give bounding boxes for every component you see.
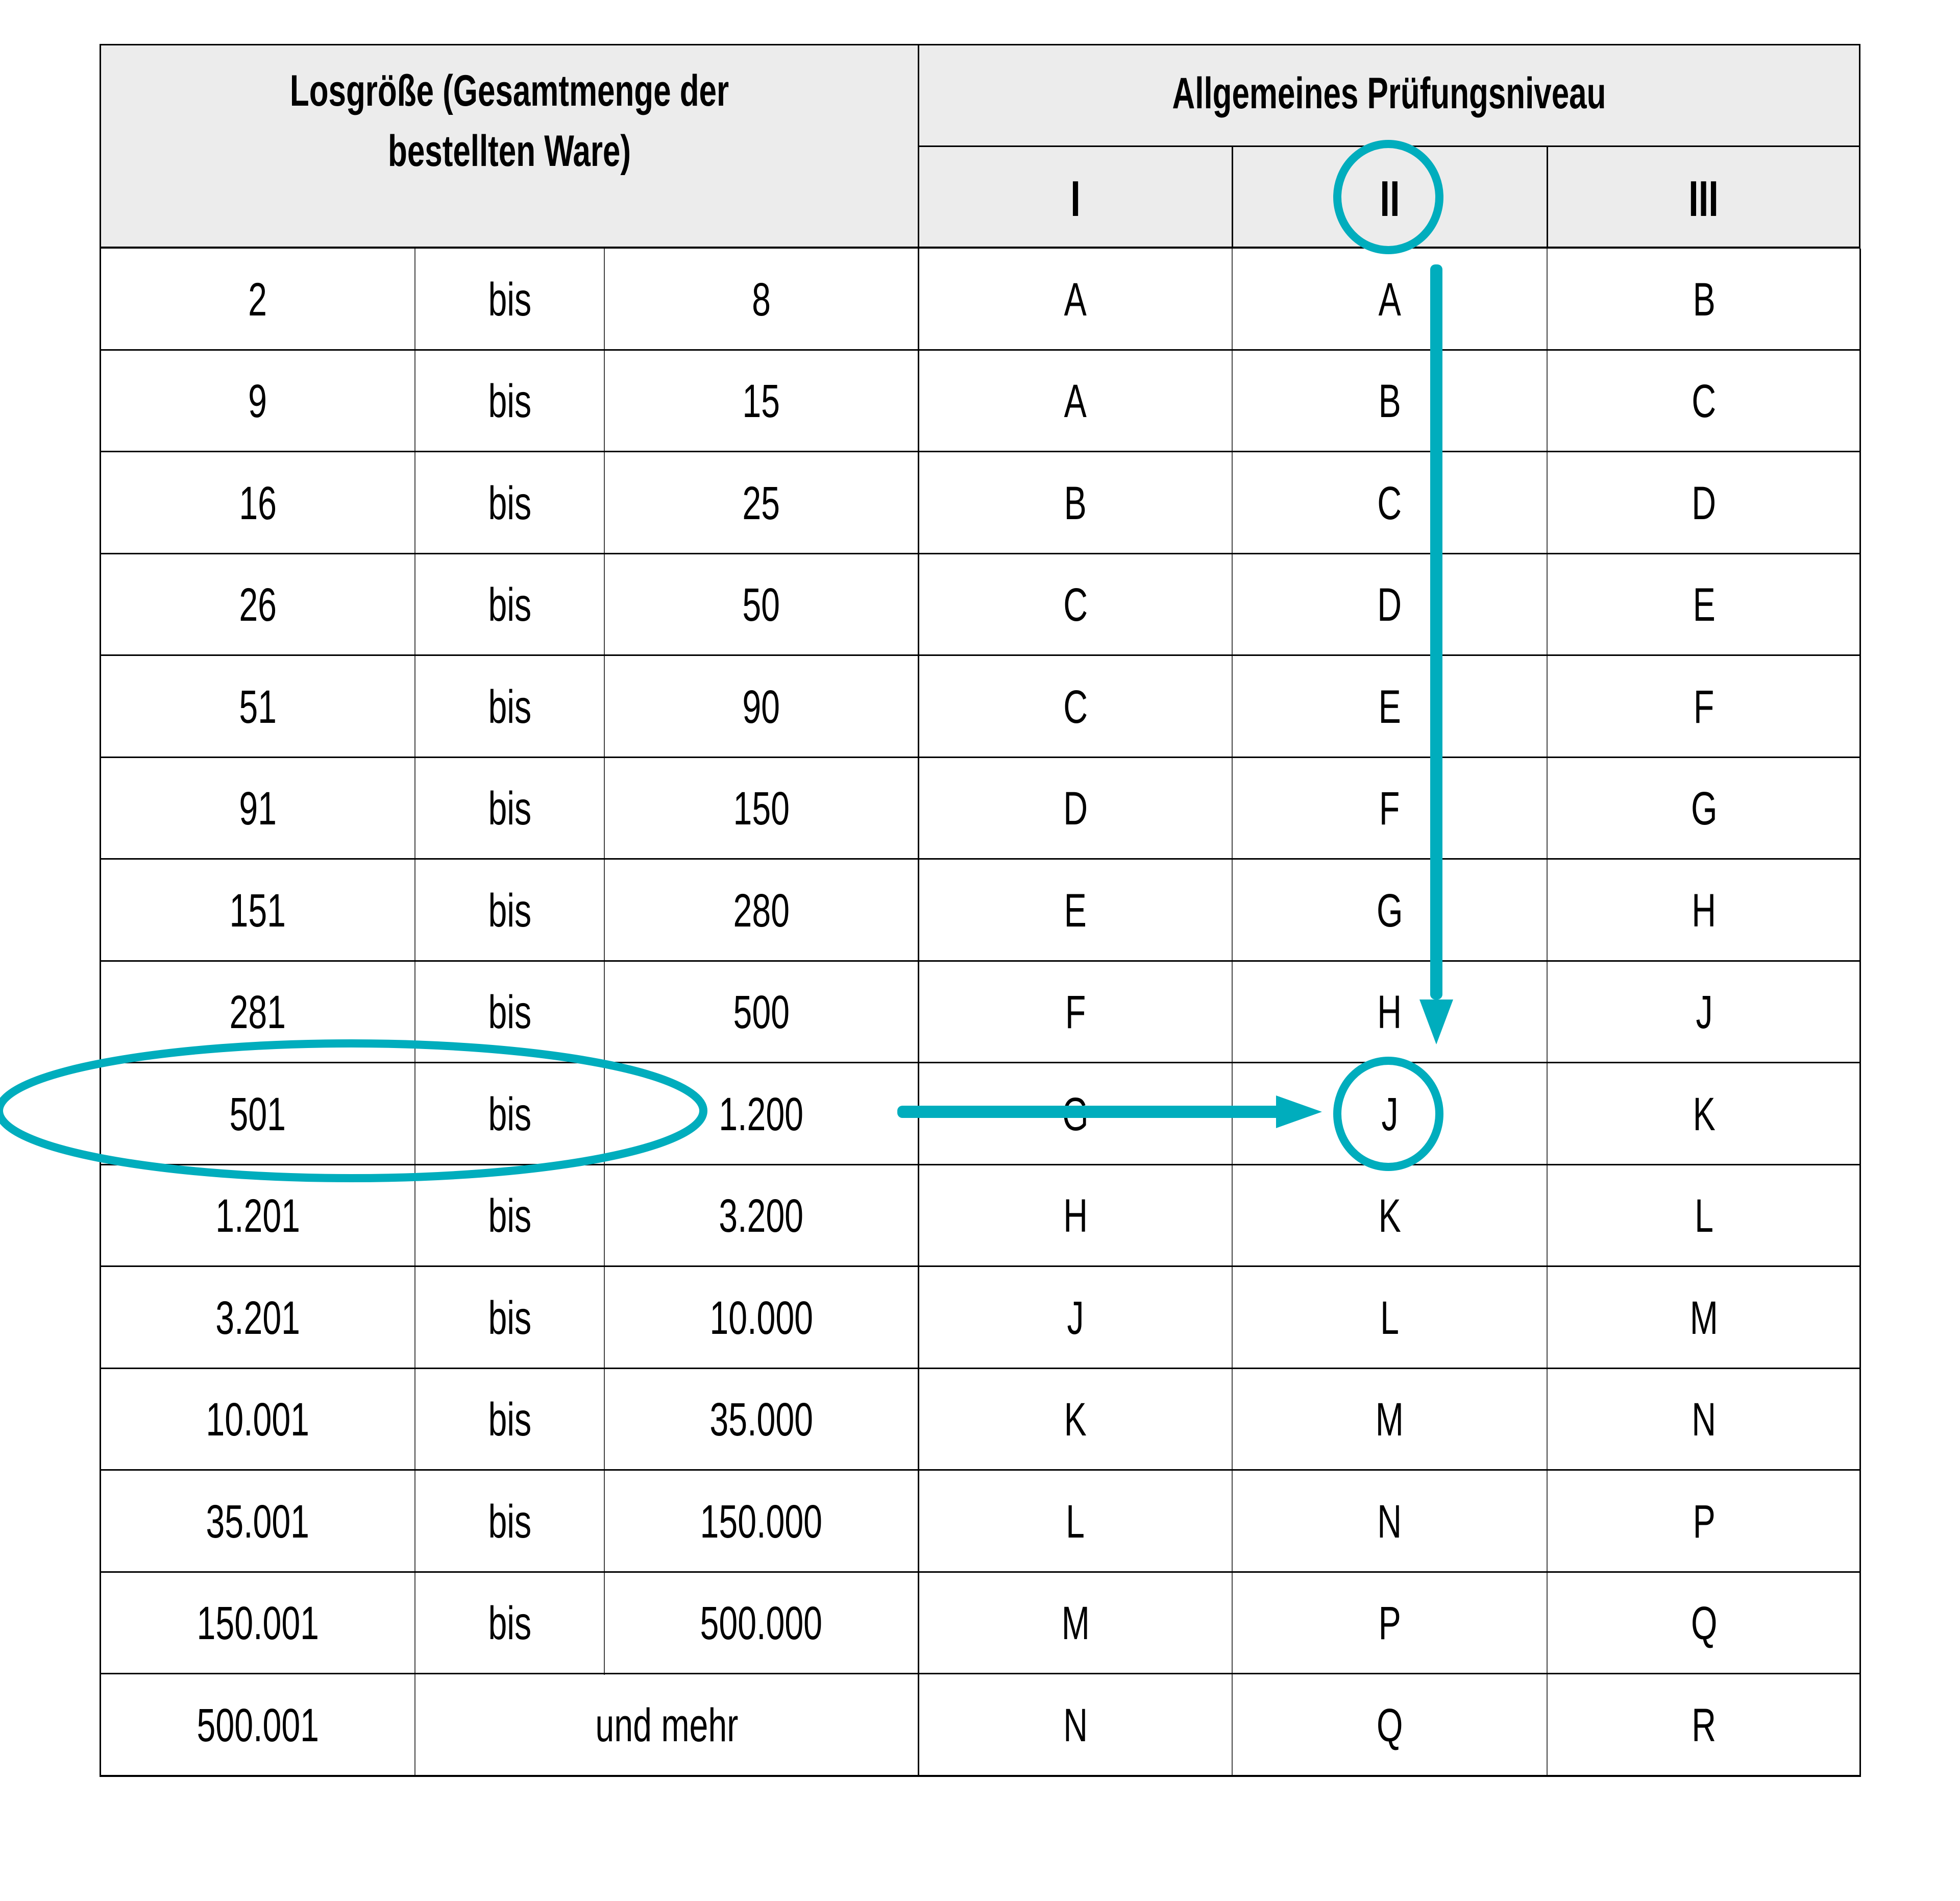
cell-i: N	[918, 1674, 1232, 1776]
cell-to: 35.000	[604, 1369, 918, 1471]
cell-from: 501	[100, 1063, 414, 1165]
cell-ii: M	[1232, 1369, 1547, 1471]
cell-from: 151	[100, 860, 414, 962]
cell-from: 1.201	[100, 1165, 414, 1268]
cell-sep: bis	[414, 452, 604, 554]
cell-sep: bis	[414, 1471, 604, 1573]
cell-to: 280	[604, 860, 918, 962]
cell-sep: bis	[414, 1063, 604, 1165]
cell-ii: E	[1232, 656, 1547, 758]
level-1-label: I	[1070, 170, 1081, 227]
cell-to: 3.200	[604, 1165, 918, 1268]
cell-sep: bis	[414, 249, 604, 351]
cell-from: 150.001	[100, 1573, 414, 1675]
cell-from: 26	[100, 554, 414, 656]
cell-from: 500.001	[100, 1674, 414, 1776]
cell-ii: F	[1232, 758, 1547, 860]
cell-from: 10.001	[100, 1369, 414, 1471]
cell-iii: Q	[1547, 1573, 1860, 1675]
cell-iii: N	[1547, 1369, 1860, 1471]
cell-to: 50	[604, 554, 918, 656]
level-3-label: III	[1688, 170, 1719, 227]
cell-to: 8	[604, 249, 918, 351]
circle-result-j-icon	[1337, 1061, 1439, 1167]
cell-to: 25	[604, 452, 918, 554]
cell-i: K	[918, 1369, 1232, 1471]
cell-i: M	[918, 1573, 1232, 1675]
cell-ii: G	[1232, 860, 1547, 962]
cell-ii: N	[1232, 1471, 1547, 1573]
cell-sep: und mehr	[414, 1674, 918, 1776]
arrow-right-head-icon	[1276, 1095, 1322, 1128]
cell-from: 2	[100, 249, 414, 351]
cell-from: 16	[100, 452, 414, 554]
cell-i: H	[918, 1165, 1232, 1268]
header-lot-size-line2: bestellten Ware)	[388, 127, 631, 176]
level-2-label: II	[1380, 170, 1400, 227]
cell-sep: bis	[414, 1165, 604, 1268]
cell-from: 35.001	[100, 1471, 414, 1573]
cell-ii: P	[1232, 1573, 1547, 1675]
cell-iii: B	[1547, 249, 1860, 351]
cell-from: 281	[100, 962, 414, 1064]
cell-i: A	[918, 249, 1232, 351]
cell-sep: bis	[414, 554, 604, 656]
cell-sep: bis	[414, 1369, 604, 1471]
cell-to: 150.000	[604, 1471, 918, 1573]
header-inspection-level-label: Allgemeines Prüfungsniveau	[1172, 69, 1606, 118]
header-lot-size-line1: Losgröße (Gesamtmenge der	[289, 66, 729, 115]
cell-i: B	[918, 452, 1232, 554]
cell-i: F	[918, 962, 1232, 1064]
cell-iii: L	[1547, 1165, 1860, 1268]
cell-sep: bis	[414, 758, 604, 860]
cell-to: 150	[604, 758, 918, 860]
cell-iii: C	[1547, 351, 1860, 453]
cell-ii: J	[1232, 1063, 1547, 1165]
cell-iii: G	[1547, 758, 1860, 860]
cell-sep: bis	[414, 860, 604, 962]
cell-ii: B	[1232, 351, 1547, 453]
cell-i: C	[918, 554, 1232, 656]
cell-sep: bis	[414, 962, 604, 1064]
cell-to: 500.000	[604, 1573, 918, 1675]
cell-iii: D	[1547, 452, 1860, 554]
cell-ii: K	[1232, 1165, 1547, 1268]
cell-sep: bis	[414, 1267, 604, 1369]
cell-i: E	[918, 860, 1232, 962]
cell-to: 90	[604, 656, 918, 758]
cell-to: 10.000	[604, 1267, 918, 1369]
cell-ii: A	[1232, 249, 1547, 351]
cell-i: D	[918, 758, 1232, 860]
cell-i: C	[918, 656, 1232, 758]
cell-sep: bis	[414, 351, 604, 453]
cell-i: A	[918, 351, 1232, 453]
cell-to: 15	[604, 351, 918, 453]
cell-ii: D	[1232, 554, 1547, 656]
arrow-down-head-icon	[1419, 1000, 1453, 1044]
cell-iii: R	[1547, 1674, 1860, 1776]
cell-from: 3.201	[100, 1267, 414, 1369]
arrow-down-shaft-icon	[1430, 264, 1442, 1000]
cell-iii: K	[1547, 1063, 1860, 1165]
cell-i: L	[918, 1471, 1232, 1573]
cell-ii: H	[1232, 962, 1547, 1064]
cell-iii: M	[1547, 1267, 1860, 1369]
circle-level-ii-icon	[1337, 144, 1439, 250]
cell-iii: P	[1547, 1471, 1860, 1573]
cell-iii: F	[1547, 656, 1860, 758]
cell-sep: bis	[414, 1573, 604, 1675]
cell-iii: H	[1547, 860, 1860, 962]
cell-sep: bis	[414, 656, 604, 758]
cell-from: 9	[100, 351, 414, 453]
cell-to: 1.200	[604, 1063, 918, 1165]
cell-ii: Q	[1232, 1674, 1547, 1776]
oval-lot-size-row-icon	[0, 1043, 703, 1178]
cell-from: 51	[100, 656, 414, 758]
cell-from: 91	[100, 758, 414, 860]
cell-iii: J	[1547, 962, 1860, 1064]
cell-ii: L	[1232, 1267, 1547, 1369]
arrow-right-shaft-icon	[897, 1106, 1285, 1118]
cell-iii: E	[1547, 554, 1860, 656]
cell-i: J	[918, 1267, 1232, 1369]
cell-ii: C	[1232, 452, 1547, 554]
cell-to: 500	[604, 962, 918, 1064]
